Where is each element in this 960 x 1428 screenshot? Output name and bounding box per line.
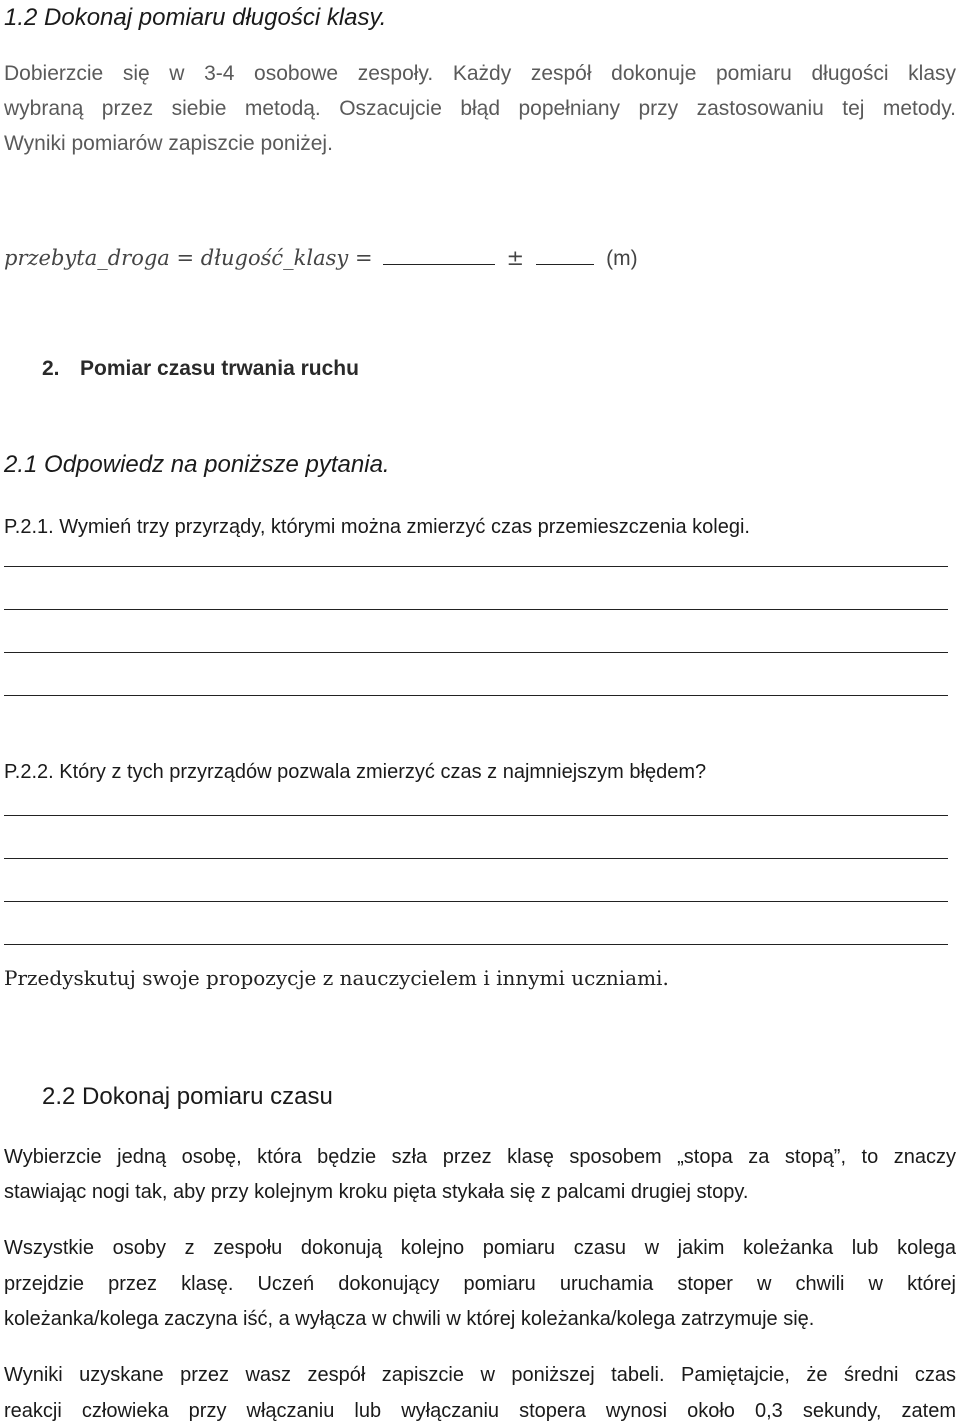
distance-formula	[4, 244, 638, 271]
answer-line[interactable]	[4, 609, 948, 610]
paragraph-line: koleżanka/kolega zaczyna iść, a wyłącza w chwili w której koleżanka/kolega zatrzymuje się.	[4, 1308, 815, 1330]
answer-line[interactable]	[4, 695, 948, 696]
answer-line[interactable]	[4, 815, 948, 816]
question-p-2-1: P.2.1. Wymień trzy przyrządy, którymi można zmierzyć czas przemieszczenia kolegi.	[4, 516, 750, 538]
answer-line[interactable]	[4, 566, 948, 567]
uncertainty-blank[interactable]	[536, 244, 594, 265]
section-heading-1-2: 1.2 Dokonaj pomiaru długości klasy.	[4, 4, 387, 31]
unit-label: (m)	[606, 247, 638, 270]
section-heading-2: Pomiar czasu trwania ruchu	[80, 357, 359, 380]
distance-value-blank[interactable]	[383, 244, 495, 265]
section-heading-2-1: 2.1 Odpowiedz na poniższe pytania.	[4, 451, 390, 478]
question-p-2-2: P.2.2. Który z tych przyrządów pozwala zmierzyć czas z najmniejszym błędem?	[4, 761, 707, 783]
discussion-note: Przedyskutuj swoje propozycje z nauczycielem i innymi uczniami.	[4, 966, 669, 990]
answer-line[interactable]	[4, 652, 948, 653]
section-number-2: 2.	[42, 357, 60, 380]
formula-text: przebyta_droga = długość_klasy =	[4, 246, 373, 270]
plus-minus-sign: ±	[506, 246, 525, 270]
answer-line[interactable]	[4, 944, 948, 945]
paragraph-line: Wybierzcie jedną osobę, która będzie szła przez klasę sposobem „stopa za stopą”, to znaczy	[4, 1146, 956, 1168]
paragraph-line: Wyniki uzyskane przez wasz zespół zapiszcie w poniższej tabeli. Pamiętajcie, że średni czas	[4, 1364, 956, 1386]
paragraph-line: wybraną przez siebie metodą. Oszacujcie błąd popełniany przy zastosowaniu tej metody.	[4, 97, 956, 120]
paragraph-line: Dobierzcie się w 3-4 osobowe zespoły. Każdy zespół dokonuje pomiaru długości klasy	[4, 62, 956, 85]
paragraph-line: stawiając nogi tak, aby przy kolejnym kroku pięta stykała się z palcami drugiej stopy.	[4, 1181, 749, 1203]
answer-line[interactable]	[4, 901, 948, 902]
answer-line[interactable]	[4, 858, 948, 859]
paragraph-line: reakcji człowieka przy włączaniu lub wyłączaniu stopera wynosi około 0,3 sekundy, zatem	[4, 1400, 956, 1422]
paragraph-line: Wyniki pomiarów zapiszcie poniżej.	[4, 132, 333, 155]
section-heading-2-2: 2.2 Dokonaj pomiaru czasu	[42, 1083, 333, 1110]
paragraph-line: Wszystkie osoby z zespołu dokonują kolejno pomiaru czasu w jakim koleżanka lub kolega	[4, 1237, 956, 1259]
paragraph-line: przejdzie przez klasę. Uczeń dokonujący pomiaru uruchamia stoper w chwili w której	[4, 1273, 956, 1295]
